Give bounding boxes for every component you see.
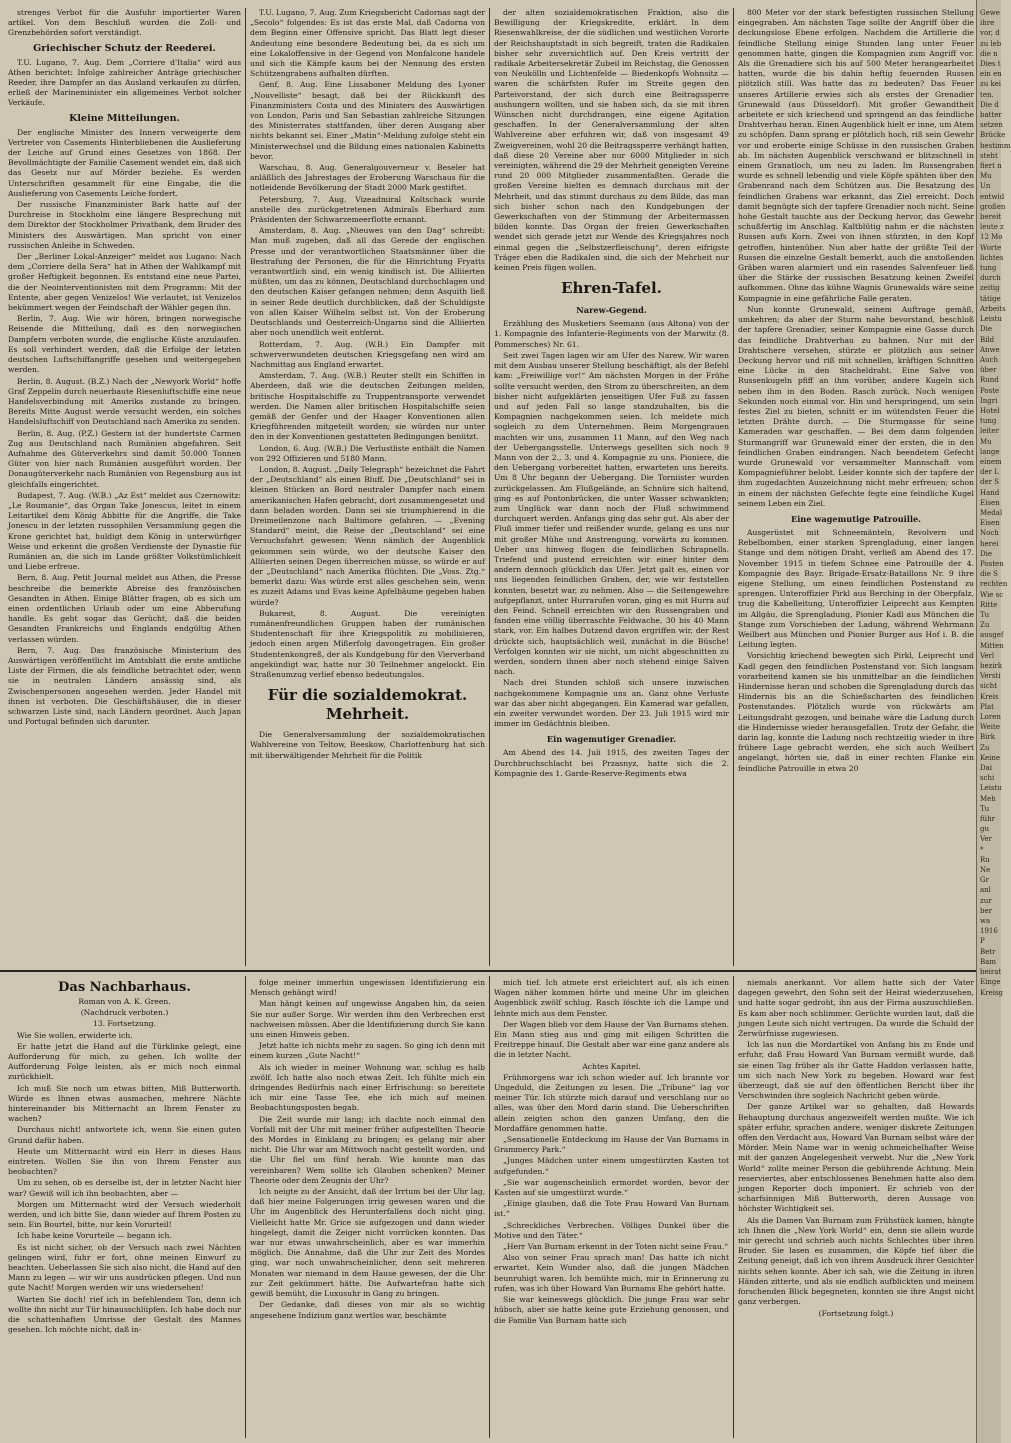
edge-fragment: bereit <box>980 213 1002 222</box>
edge-fragment: Dies t <box>980 60 1001 69</box>
edge-fragment: Bam <box>980 957 996 966</box>
edge-fragment: Un <box>980 182 991 191</box>
edge-fragment: großen <box>980 202 1006 211</box>
edge-fragment: P <box>980 937 985 946</box>
article-paragraph: Der russische Finanzminister Bark hatte auf der Durchreise in Stockholm eine längere Besprechung mit dem Direktor der Stockholmer Privatbank, dem Bruder des Ministers des Auswärtigen. Man spricht von einer russischen Anleihe in Schweden. <box>8 200 241 250</box>
edge-fragment: ber <box>980 906 992 915</box>
article-paragraph: Ausgerüstet mit Schneemänteln, Revolvern und Rebelbomben, einer starken Sprengladung, einer langen Stange und dem nötigen Draht, verließ am Abend des 17. November 1915 in tiefem Schnee eine Patrouille der 4. Kompagnie des Bayr. Brigade-Ersatz-Bataillons Nr. 9 ihre eigene Stellung, um einen feindlichen Postenstand zu sprengen. Unteroffizier Pirkl aus Berching in der Oberpfalz, trug die Kabelleitung, Unteroffizier Leiprecht aus Kempten im Allgäu, die Sprengladung, Pionier Kadl aus München die Stange zum Vorschieben der Ladung, während Wehrmann Weilbert aus München und Pionier Burger aus Hof i. B. die Leitung legten. <box>738 527 974 650</box>
novel-paragraph: Ich las nun die Mordartikel von Anfang bis zu Ende und erfuhr, daß Frau Howard Van Burnam vermißt wurde, daß sie einen Tag früher als ihr Gatte Haddon verlassen hatte, um sich nach New York zu begeben. Howard war fest überzeugt, daß sie auf den öffentlichen Bericht über ihr Verschwinden ihre sogleich Nachricht geben würde. <box>738 1040 974 1101</box>
novel-paragraph: Heute um Mitternacht wird ein Herr in dieses Haus eintreten. Wollen Sie ihn von Ihrem Fenster aus beobachten? <box>8 1146 241 1177</box>
edge-fragment: zeitig <box>980 284 1000 293</box>
edge-fragment: zu leb <box>980 39 1002 48</box>
edge-fragment: anl <box>980 886 991 895</box>
article-paragraph: Bern, 8. Aug. Petit Journal meldet aus Athen, die Presse beschreibe die bemerkte Abreise des französischen Gesandten in Athen. Einige Blätter fragen, ob es sich um einen ordentlichen Urlaub oder um eine Abberufung handle. Es geht sogar das Gerücht, daß die beiden Gesandten Frankreichs und Englands endgültig Athen verlassen würden. <box>8 573 241 644</box>
column-divider <box>245 8 246 966</box>
edge-fragment: Mitten <box>980 641 1004 650</box>
novel-column-2 <box>250 978 485 1438</box>
article-heading: Ein wagemutiger Grenadier. <box>546 734 677 745</box>
edge-fragment: Verl <box>980 651 995 660</box>
column-divider <box>245 976 246 1438</box>
novel-paragraph: mich tief. Ich atmete erst erleichtert auf, als ich einen Wagen näher kommen hörte und meine Uhr im gleichen Augenblick zwölf schlug. Rasch löschte ich die Lampe und lehnte mich aus dem Fenster. <box>494 978 729 1018</box>
edge-fragment: sicht <box>980 682 998 691</box>
novel-paragraph: Ich muß Sie noch um etwas bitten, Miß Butterworth. Würde es Ihnen etwas ausmachen, mehrere Nächte hintereinander bis Mitternacht an Ihrem Fenster zu wachen? <box>8 1083 241 1124</box>
article-paragraph: Vorsichtig kriechend bewegten sich Pirkl, Leiprecht und Kadl gegen den feindlichen Postenstand vor. Sich langsam vorarbeitend kamen sie bis unmittelbar an die feindlichen Hindernisse heran und schoben die Sprengladung durch das Hindernis bis an die Schießscharten des feindlichen Postenstandes. Plötzlich wurde von rückwärts am Leitungsdraht gezogen, und beinahe wäre die Ladung durch die Hindernisse wieder herausgefallen. Trotz der Gefahr, die darin lag, konnte die Ladung noch rechtzeitig wieder in ihre frühere Lage gebracht werden, ehe sich auch Weilbert angelangt, hörten sie, daß in einer rechten Flanke ein feindliche Patrouille in etwa 20 <box>738 651 974 773</box>
edge-fragment: führ <box>980 815 995 824</box>
novel-author: Roman von A. K. Green. <box>78 997 171 1006</box>
edge-fragment: Rund <box>980 376 999 385</box>
article-heading: Eine wagemutige Patrouille. <box>790 513 922 524</box>
article-paragraph: Am Abend des 14. Juli 1915, des zweiten Tages der Durchbruchschlacht bei Przasnyz, hatte sich die 2. Kompagnie des 1. Garde-Reserve-Regiments etwa <box>494 748 729 778</box>
column-divider <box>489 976 490 1438</box>
edge-fragment: tung <box>980 417 997 426</box>
edge-fragment: Loren <box>980 713 1001 722</box>
edge-fragment: Zu <box>980 621 990 630</box>
edge-fragment: Gr <box>980 876 989 885</box>
column-3 <box>494 8 729 968</box>
reprint-note: (Nachdruck verboten.) <box>80 1008 169 1018</box>
edge-fragment: entwid <box>980 192 1005 201</box>
novel-paragraph: Also von seiner Frau sprach man! Das hatte ich nicht erwartet. Kein Wunder also, daß die jungen Mädchen beunruhigt waren. Ich bemühte mich, mir in Erinnerung zu rufen, was ich über Howard Van Burnams Ehe gehört hatte. <box>494 1253 729 1293</box>
edge-fragment: Tu <box>980 610 990 619</box>
edge-fragment: 12 Mo <box>980 233 1003 242</box>
edge-fragment: Weite <box>980 723 1000 732</box>
column-2 <box>250 8 485 968</box>
article-paragraph: der alten sozialdemokratischen Fraktion, also die Bewilligung der Kriegskredite, erklärt. In dem Riesenwahlkreise, der die südlichen und westlichen Vororte der Reichshauptstadt in sich begreift, traten die Radikalen bisher sehr zuversichtlich auf. Den Kreis vertritt der radikale Arbeitersekretär Zubeil im Reichstag, die Genossen von Neukölln und Lichtenfelde — Biedenkopfs Wohnsitz — waren die schärfsten Rufer im Streite gegen den Parteivorstand, der sich durch eine Beitragssperre aushungern wollten, und sie haben sich, da sie mit ihren Wünschen nicht durchdrangen, eine eigene Agitation geschaffen. In der Generalversammlung der alten Wahlvereine aber erfuhren wir, daß von insgesamt 49 Zweigvereinen, wohl 20 die Beitragssperre verhängt hatten, daß diese 20 Vereine aber nur 6000 Mitglieder in sich vereinigten, während die 29 der Mehrheit geneigten Vereine rund 20 000 Mitglieder zusammenfaßten. Gerade die großen Vereine hielten es demnach durchaus mit der Mehrheit, und das stimmt durchaus zu dem Bilde, das man sich bisher schon nach den Kundgebungen der Gewerkschaften von der Stimmung der Arbeitermassen bilden konnte. Das Organ der freien Gewerkschaften wendet sich gerade jetzt zur Wende des Kriegsjahres noch einmal gegen die „Selbstzerfleischung“, deren eifrigste Träger eben die Radikalen sind, die sich der Mehrheit nur keinen Preis fügen wollen. <box>494 8 729 273</box>
edge-fragment: Die <box>980 325 992 334</box>
edge-fragment: Tu <box>980 804 990 813</box>
edge-fragment: gu <box>980 825 989 834</box>
edge-fragment: Mu <box>980 172 992 181</box>
continuation-note: (Fortsetzung folgt.) <box>818 1308 894 1318</box>
edge-fragment: zur <box>980 896 992 905</box>
edge-fragment: lichtes <box>980 253 1004 262</box>
novel-paragraph: „Sensationelle Entdeckung im Hause der Van Burnams in Grammercy Park.“ <box>494 1135 729 1155</box>
article-paragraph: Rotterdam, 7. Aug. (W.B.) Ein Dampfer mit schwerverwundeten deutschen Kriegsgefang nen wird am Nachmittag aus England erwartet. <box>250 339 485 369</box>
edge-fragment: Brücke <box>980 131 1006 140</box>
edge-fragment: der L <box>980 468 999 477</box>
edge-fragment: herei <box>980 539 999 548</box>
article-paragraph: T.U. Lugano, 7. Aug. Zum Kriegsbericht Cadornas sagt der „Secolo“ folgendes: Es ist das erste Mal, daß Cadorna von dem Beginn einer Offensive spricht. Das Blatt legt dieser Andeutung eine besondere Bedeutung bei, da es sich um eine Lokaloffensive in der Gegend von Monfalcone handele und sich die Kämpfe kaum bei der Nennung des ersten Schützengrabens aufhalten dürften. <box>250 8 485 79</box>
edge-fragment: Worte <box>980 243 1002 252</box>
edge-fragment: tätige <box>980 294 1001 303</box>
novel-paragraph: Morgen um Mitternacht wird der Versuch wiederholt werden, und ich bitte Sie, dann wieder auf Ihrem Posten zu sein. Ein Bourtel, bitte, nur kein Vorurteil! <box>8 1199 241 1230</box>
edge-fragment: Betr <box>980 947 996 956</box>
edge-fragment: ausgef <box>980 631 1004 640</box>
edge-fragment: Meh <box>980 794 996 803</box>
edge-fragment: Gewe <box>980 9 1000 17</box>
edge-fragment: beirat <box>980 968 1002 977</box>
edge-fragment: leute z <box>980 223 1004 232</box>
edge-fragment: Ingri <box>980 396 998 405</box>
novel-paragraph: Ich neigte zu der Ansicht, daß der Irrtum bei der Uhr lag, daß hier meine Folgerungen irrig gewesen waren und die Uhr im Augenblick des Herunterfallens doch nicht ging. Vielleicht hatte Mr. Grice sie aufgezogen und dann wieder hingelegt, damit die Zeiger nicht vorrücken konnten. Das war nur etwas unwahrscheinlich, aber es war immerhin möglich. Die Annahme, daß die Uhr zur Zeit des Mordes ging, war noch unwahrscheinlicher, denn seit mehreren Monaten war niemand in dem Hause gewesen, der die Uhr zur Zeit gekümmert hätte. Die Aufwartefrau hatte sich gewiß bemüht, die Luxusuhr in Gang zu bringen. <box>250 1187 485 1299</box>
novel-paragraph: Der Gedanke, daß dieses von mir als so wichtig angesehene Indizium ganz wertlos war, beschämte <box>250 1300 485 1320</box>
article-paragraph: Berlin, 8. August. (B.Z.) Nach der „Newyork World“ hoffe Graf Zeppelin durch neuerbaute Riesenluftschiffe eine neue Handelsverbindung mit Amerika zustande zu bringen. Bereits Mitte August werde versucht werden, ein solches Handelsluftschiff von Deutschland nach Amerika zu senden. <box>8 376 241 427</box>
novel-paragraph: Ich habe keine Vorurteile — begann ich. <box>17 1231 172 1241</box>
edge-fragment: Anwe <box>980 345 1000 354</box>
edge-fragment: ten. <box>980 90 994 99</box>
article-paragraph: Amsterdam, 7. Aug. (W.B.) Reuter stellt ein Schiffen in Aberdeen, daß wie die deutschen Zeitungen melden, britische Hospitalschiffe zu Truppentransporte verwendet werden. Die Namen aller britischen Hospitalschiffe seien gemäß der Genfer und der Haager Konventionen allen Kriegführenden mitgeteilt worden; sie würden nur unter den in der Konventionen gestatteten Bedingungen benützt. <box>250 371 485 442</box>
edge-fragment: Versti <box>980 672 1001 681</box>
novel-paragraph: Jetzt hatte ich nichts mehr zu sagen. So ging ich denn mit einem kurzen „Gute Nacht!“ <box>250 1041 485 1061</box>
edge-fragment: ihre <box>980 19 995 28</box>
novel-paragraph: Durchaus nicht! antwortete ich, wenn Sie einen guten Grund dafür haben. <box>8 1125 241 1145</box>
edge-fragment: ein en <box>980 70 1002 79</box>
novel-paragraph: „Herr Van Burnam erkennt in der Toten nicht seine Frau.“ <box>503 1242 729 1252</box>
edge-fragment: steht <box>980 151 998 160</box>
edge-fragment: wa <box>980 917 991 926</box>
novel-paragraph: Warten Sie doch! rief ich in befehlendem Ton, denn ich wollte ihn nicht zur Tür hinausschlüpfen. Ich habe doch nur die schattenhaften Umrisse der Gestalt des Mannes gesehen. Ich möchte nicht, daß in- <box>8 1294 241 1335</box>
article-paragraph: Berlin, 7. Aug. Wie wir hören, bringen norwegische Reisende die Mitteilung, daß es den norwegischen Dampfern verboten wurde, die englische Küste anzulaufen. Es soll verhindert werden, daß die Erfolge der letzten deutschen Luftschiffangriffe gesehen und weitergegeben werden. <box>8 314 241 375</box>
edge-fragment: Mu <box>980 437 992 446</box>
edge-fragment: Bild <box>980 335 995 344</box>
edge-fragment: leiter <box>980 427 999 436</box>
edge-fragment: zu kei <box>980 80 1002 89</box>
article-heading: Narew-Gegend. <box>576 305 647 316</box>
article-heading: Für die sozialdemokrat. Mehrheit. <box>267 686 468 724</box>
novel-paragraph: „Einige glauben, daß die Tote Frau Howard Van Burnam ist.“ <box>494 1199 729 1219</box>
edge-fragment: Medal <box>980 508 1003 517</box>
edge-fragment: Eisen <box>980 519 1000 528</box>
edge-fragment: * <box>980 845 984 854</box>
edge-fragment: Die d <box>980 100 999 109</box>
novel-paragraph: folge meiner immerhin ungewissen Identifizierung ein Mensch gehängt wird! <box>250 978 485 998</box>
article-paragraph: Genf, 8. Aug. Eine Lissaboner Meldung des Lyoner „Nouvelliste“ besagt, daß bei der Rückkunft des Finanzministers Costa und des Ministers des Auswärtigen von London, Paris und San Sebastian zahlreiche Sitzungen des Ministerrates stattfanden, über deren Ausgang aber nichts bekannt sei. Einer „Matin“-Meldung zufolge steht ein Ministerwechsel und die Bildung eines nationalen Kabinetts bevor. <box>250 80 485 161</box>
edge-fragment: die S <box>980 570 998 579</box>
edge-fragment: Ne <box>980 866 991 875</box>
edge-fragment: die n <box>980 49 998 58</box>
article-paragraph: Die Generalversammlung der sozialdemokratischen Wahlvereine von Teltow, Beeskow, Charlottenburg hat sich mit überwältigender Mehrheit für die Politik <box>250 730 485 760</box>
column-divider <box>733 976 734 1438</box>
edge-fragment: Hotel <box>980 406 1000 415</box>
edge-fragment: Auch <box>980 355 998 364</box>
edge-fragment: Noch <box>980 529 999 538</box>
adjacent-page-fragments <box>980 8 1011 1438</box>
edge-fragment: Keine <box>980 753 1001 762</box>
article-heading: Griechischer Schutz der Reederei. <box>33 42 216 54</box>
column-divider <box>489 8 490 966</box>
edge-fragment: setzen <box>980 121 1003 130</box>
novel-title: Das Nachbarhaus. <box>58 980 191 995</box>
novel-paragraph: Wie Sie wollen, erwiderte ich. <box>17 1030 133 1040</box>
novel-paragraph: Die Zeit wurde mir lang; ich dachte noch einmal den Vorfall mit der Uhr mit meiner früher aufgestellten Theorie des Mordes in Einklang zu bringen; es gelang mir aber nicht. Die Uhr war am Mittwoch nacht gestellt worden, und die Uhr fiel um fünf herab. Wie konnte man das vereinbaren? Wem sollte ich Glauben schenken? Meiner Theorie oder dem Zeugnis der Uhr? <box>250 1114 485 1185</box>
edge-fragment: Arbeits <box>980 304 1006 313</box>
article-paragraph: London, 8. August. „Daily Telegraph“ bezeichnet die Fahrt der „Deutschland“ als einen Bluff. Die „Deutschland“ sei in kleinen Stücken an Bord neutraler Dampfer nach einem amerikanischen Hafen gebracht, dort zusammengesetzt und dann beladen worden. Dann sei sie triumphierend in die Dreimeilenzone nach Baltimore gefahren. — „Evening Standard“ meint, die Reise der „Deutschland“ sei eine Versuchsfahrt gewesen: Wenn nämlich der Augenblick gekommen sein würde, wo der deutsche Kaiser den Alliierten seinen Degen überreichen müsse, so würde er auf der „Deutschland“ nach Amerika flüchten. Die „Voss. Ztg.“ bemerkt dazu: Was würde erst alles geschehen sein, wenn es zuzeit Adams und Evas keine Apfelbäume gegeben haben würde? <box>250 464 485 607</box>
novel-paragraph: Sie war keineswegs glücklich. Die junge Frau war sehr hübsch, aber sie hatte keine gute Erziehung genossen, und die Familie Van Burnam hatte sich <box>494 1295 729 1325</box>
article-paragraph: Berlin, 8. Aug. (P.Z.) Gestern ist der hundertste Carmen Zug aus Deutschland nach Rumänien abgefahren. Seit Aufnahme des Güterverkehrs sind damit 50.000 Tonnen Güter von hier nach Rumänien ausgeführt worden. Der Donaugüterverkehr nach Rumänien von Regensburg aus ist gleichfalls eingerichtet. <box>8 428 241 489</box>
novel-paragraph: „Schreckliches Verbrechen. Völliges Dunkel über die Motive und den Täter.“ <box>494 1220 729 1240</box>
novel-paragraph: Als ich wieder in meiner Wohnung war, schlug es halb zwölf. Ich hatte also noch etwas Zeit. Ich fühlte mich ein dringendes Bedürfnis nach einer Erfrischung: so bereitete ich mir eine Tasse Tee, ehe ich mich auf meinen Beobachtungsposten begab. <box>250 1062 485 1113</box>
column-divider <box>733 8 734 966</box>
edge-fragment: 1916 <box>980 927 998 936</box>
novel-column-3 <box>494 978 729 1438</box>
edge-fragment: Dai <box>980 764 993 773</box>
edge-fragment: Leistu <box>980 315 1002 324</box>
edge-fragment: Hand <box>980 488 1000 497</box>
novel-paragraph: Frühmorgens war ich schon wieder auf. Ich brannte vor Ungeduld, die Zeitungen zu lesen. Die „Tribune“ lag vor meiner Tür. Ich stürzte mich darauf und verschlang nur so alles, was über den Mord darin stand. Die Ueberschriften allein zeigten schon den ganzen Umfang, den die Mordaffäre genommen hatte. <box>494 1072 729 1133</box>
edge-fragment: bestimm <box>980 141 1011 150</box>
novel-paragraph: niemals anerkannt. Vor allem hatte sich der Vater dagegen gewehrt, den Sohn seit der Heirat wiederzusehen, und hatte sogar gedroht, ihn aus der Firma auszuschließen. Es kam aber noch schlimmer. Gerüchte wurden laut, daß die jungen Leute sich nicht vertrugen. Da wurde die Schuld der Zerwürfnisse zugewiesen. <box>738 978 974 1039</box>
article-paragraph: T.U. Lugano, 7. Aug. Dem „Corriere d'Italia“ wird aus Athen berichtet: Infolge zahlreicher Anträge griechischer Reeder, ihre Dampfer an das Ausland verkaufen zu dürfen, erließ der Marineminister ein allgemeines Verbot solcher Verkäufe. <box>8 57 241 108</box>
novel-paragraph: Es ist nicht sicher, ob der Versuch nach zwei Nächten gelingen wird, fuhr er fort, ohne meinen Einwurf zu beachten. Ueberlassen Sie sich also nicht, die Hand auf den Mann zu legen — wir wir uns ausdrücken pflegen. Und nun gute Nacht! Morgen werden wir uns wiedersehen! <box>8 1242 241 1293</box>
edge-fragment: fiert n <box>980 162 1002 171</box>
edge-fragment: Poste <box>980 386 1000 395</box>
edge-fragment: Birk <box>980 733 995 742</box>
column-4 <box>738 8 974 968</box>
edge-fragment: Ru <box>980 855 990 864</box>
edge-fragment: Kreis <box>980 692 999 701</box>
edge-fragment: vor, d <box>980 29 1000 38</box>
article-paragraph: Warschau, 8. Aug. Generalgouverneur v. Beseler hat anläßlich des Jahrestages der Eroberung Warschaus für die notleidende Bevölkerung der Stadt 2000 Mark gestiftet. <box>250 163 485 193</box>
article-paragraph: Amsterdam, 8. Aug. „Nieuwes van den Dag“ schreibt: Man muß zugeben, daß all das Gerede der englischen Presse und der verantwortlichen Staatsmänner über die Bestrafung der Personen, die für die Hinrichtung Fryatts verantwortlich sind, ein wenig kindisch ist. Die Alliierten müßten, um das zu können, Deutschland durchschlagen und den deutschen Kaiser gefangen nehmen; denn Asquith ließ in seiner Rede deutlich durchblicken, daß der Schuldigste von allen Kaiser Wilhelm selbst ist. Von der Eroberung Deutschlands und Oesterreich-Ungarns sind die Alliierten aber noch unendlich weit entfernt. <box>250 226 485 338</box>
chapter-heading: Achtes Kapitel. <box>582 1061 641 1071</box>
edge-fragment: der S <box>980 478 999 487</box>
novel-paragraph: Der ganze Artikel war so gehalten, daß Howards Behauptung durchaus angezweifelt werden mußte. Wie ich später erfuhr, sprachen andere, weniger diskrete Zeitungen offen den Verdacht aus, Howard Van Burnam selbst wäre der Mörder. Mein Name war in wenig schmeichelhafter Weise mit der ganzen Angelegenheit verwebt. Nur die „New York World“ zollte meiner Person die gebührende Achtung. Mein reserviertes, aber entschlossenes Benehmen hatte also dem jungen Reporter doch imponiert. Er schrieb von der scharfsinnigen Miß Butterworth, deren Aussage von höchster Wichtigkeit sei. <box>738 1102 974 1214</box>
edge-fragment: Die <box>980 549 992 558</box>
edge-fragment: Kreisg <box>980 988 1004 997</box>
article-heading: Ehren-Tafel. <box>561 279 662 298</box>
installment-number: 13. Fortsetzung. <box>92 1019 157 1029</box>
novel-paragraph: Er hatte jetzt die Hand auf die Türklinke gelegt, eine Aufforderung für mich, zu gehen. Ich wollte der Aufforderung Folge leisten, als er mich noch einmal zurückhielt. <box>8 1041 241 1082</box>
edge-fragment: Plat <box>980 702 994 711</box>
edge-fragment: Leistu <box>980 784 1002 793</box>
edge-fragment: einem <box>980 457 1002 466</box>
edge-fragment: Eisen <box>980 498 1000 507</box>
novel-paragraph: „Sie war augenscheinlich ermordet worden, bevor der Kasten auf sie umgestürzt wurde.“ <box>494 1177 729 1198</box>
novel-column-4 <box>738 978 974 1438</box>
edge-fragment: durch <box>980 274 1001 283</box>
edge-fragment: Ver <box>980 835 992 844</box>
edge-fragment: Ritte <box>980 600 998 609</box>
edge-fragment: rechten <box>980 580 1008 589</box>
article-paragraph: Budapest, 7. Aug. (W.B.) „Az Est“ meldet aus Czernowitz: „Le Roumanie“, das Organ Take Jonescus, leitet in einem Leitartikel dem König Abbitte für die Angriffe, die Take Jonescu in der letzten russophilen Versammlung gegen die Krone gerichtet hat, huldigt dem König in unterwürfiger Weise und erkennt die großen Verdienste der Dynastie für Rumänien an, die sich im Lande größter Volkstümlichkeit und Liebe erfreue. <box>8 490 241 572</box>
edge-fragment: Wie sc <box>980 590 1004 599</box>
edge-fragment: batter <box>980 111 1002 120</box>
edge-fragment: tung <box>980 264 997 273</box>
section-rule <box>0 970 1000 972</box>
article-heading: Kleine Mitteilungen. <box>69 112 180 124</box>
edge-fragment: Einge <box>980 978 1001 987</box>
article-paragraph: strenges Verbot für die Ausfuhr importierter Waren artikel. Von dem Beschluß wurden die Zoll- und Grenzbehörden sofort verständigt. <box>8 8 241 38</box>
novel-paragraph: Um zu sehen, ob es derselbe ist, der in letzter Nacht hier war? Gewiß will ich ihn beobachten, aber — <box>8 1178 241 1198</box>
novel-paragraph: Als die Damen Van Burnam zum Frühstück kamen, hängte ich Ihnen die „New York World“ ein, denn sie allein wurde mir gerecht und schrieb auch nichts Schlechtes über ihren Bruder. Sie lasen es zusammen, die Köpfe tief über die Zeitung geneigt, daß ich von ihrem Ausdruck ihrer Gesichter nichts sehen konnte. Aber ich sah, wie die Zeitung in ihren Händen zitterte, und als sie endlich aufblickten und meinem forschenden Blick begegneten, konnten sie ihre Angst nicht ganz verbergen. <box>738 1215 974 1307</box>
edge-fragment: Zu <box>980 743 990 752</box>
edge-fragment: über <box>980 366 997 375</box>
edge-fragment: Posten <box>980 559 1004 568</box>
article-paragraph: London, 6. Aug. (W.B.) Die Verlustliste enthält die Namen von 292 Offizieren und 5180 Mann. <box>250 443 485 463</box>
article-paragraph: Petersburg, 7. Aug. Vizeadmiral Koltschack wurde anstelle des zurückgetretenen Admirals Eberhard zum Präsidenten der Schwarzemeerflotte ernannt. <box>250 194 485 225</box>
novel-column-1 <box>8 978 241 1438</box>
novel-paragraph: Man hängt keinen auf ungewisse Angaben hin, da seien Sie nur außer Sorge. Wir werden ihm den Verbrechen erst nachweisen müssen. Aber die Identifizierung durch Sie kann uns einen Hinweis geben. <box>250 999 485 1040</box>
edge-fragment: bezirk <box>980 662 1003 670</box>
article-paragraph: Bukarest, 8. August. Die vereinigten rumänenfreundlichen Gruppen haben der rumänischen Studentenschaft für ihre Kriegspolitik zu mobilisieren, jedoch einen argen Mißerfolg davongetragen. Ein großer Studentenkongreß, der als Kundgebung für den Vierverband angekündigt war, hatte nur 30 Teilnehmer angelockt. Ein Straßenumzug verlief ebenso bedeutungslos. <box>250 608 485 679</box>
article-paragraph: Bern, 7. Aug. Das französische Ministerium des Auswärtigen veröffentlicht im Amtsblatt die erste amtliche Liste der Firmen, die als feindliche betrachtet oder, wenn sie in neutralen Ländern ansässig sind, als Zwischenpersonen angesehen werden. Jeder Handel mit ihnen ist verboten. Die Geschäftshäuser, die in dieser schwarzen Liste sind, nach Ländern geordnet. Auch Japan und Portugal befinden sich darunter. <box>8 645 241 727</box>
edge-fragment: lange <box>980 447 1000 456</box>
article-paragraph: Seit zwei Tagen lagen wir am Ufer des Narew. Wir waren mit dem Ausbau unserer Stellung beschäftigt, als der Befehl kam: „Freiwillige vor!“ Am nächsten Morgen in der Frühe sollte versucht werden, den Strom zu überschreiten, an dem bisher nicht aufgeklärten jenseitigen Ufer Fuß zu fassen und auf jeden Fall so lange standzuhalten, bis die Kompagnien nachgekommen seien. Ich meldete mich sogleich zu dem Unternehmen. Beim Morgengrauen machten wir uns, zusammen 11 Mann, auf den Weg nach der Uebergangsstelle. Unterwegs gesellten sich noch 9 Mann von der 2., 3. und 4. Kompagnie zu uns. Pioniere, die den Uebergang vorbereitet hatten, erwarteten uns bereits. Um 8 Uhr begann der Uebergang. Die Torniister wurden zurückgelassen. Am Flußgelände, an Schnüre sich haltend, ging es auf Pontonbrücken, die unter Wasser schwankten; zum Unglück war dann noch der Fluß schwimmend durchquert werden. Anfangs ging das sehr gut. Als aber der Fluß immer tiefer und reißender wurde, gelang es uns nur mit großer Mühe und Anstrengung, vorwärts zu kommen. Ueber uns hinweg flogen die feindlichen Schrapnells. Triefend und pustend erreichten wir einer hinter dem andern dennoch glücklich das Ufer. Jetzt galt es, einen vor uns liegenden feindlichen Graben, der, wie wir feststellen konnten, besetzt war, zu nehmen. Also — die Seitengewehre aufgepflanzt, unter Hurrarufen voran, ging es mit Hurra auf den Feind. Schnell erreichten wir den Russengraben und fanden eine völlig überraschte Feldwache, 30 bis 40 Mann stark, vor. Ein halbes Dutzend davon ergriffen wir, der Rest drückte sich, hauptsächlich weil, zunächst in die Büsche! Verfolgen konnten wir sie nicht, um nicht abgeschnitten zu werden, sondern ihnen aber noch stehend einige Salven nach. <box>494 350 729 677</box>
article-paragraph: Nun konnte Grunewald, seinem Auftrage gemäß, umkehren; da aber der Sturm nahe bevorstand, beschloß der tapfere Grenadier, seiner Kompagnie eine Gasse durch das feindliche Drahtverhau zu bahnen. Nur mit der Drahtschere versehen, stürzte er plötzlich aus seiner Deckung hervor und riß mit schnellen, kräftigen Schnitten eine Lücke in den Stacheldraht. Eine Salve von Russenkugeln pfiff an ihm vorüber, andere Kugeln sich neben ihm in den Boden. Rasch zurück. Noch wenigen Sekunden noch einmal vor. Hin und herspringend, um sein festes Ziel zu bieten, schnitt er im wütendsten Feuer die letzten Drähte durch. — Die Sturmgasse für seine Kameraden war geschaffen. — Bei dem dann folgenden Sturmangriff war Grunewald einer der ersten, die in den feindlichen Graben eindrangen. Nach beendetem Gefecht wurde Grunewald vor versammelter Mannschaft vom Kompagnieführer belobt. Leider konnte sich der tapfere der ihm zugedachten Auszeichnung nicht mehr erfreuen; schon in einem der nächsten Gefechte fegte eine feindliche Kugel seinem Leben ein Ziel. <box>738 304 974 508</box>
novel-paragraph: Der Wagen blieb vor dem Hause der Van Burnams stehen. Ein Mann stieg aus und ging mit eiligen Schritten die Freitreppe hinauf. Die Gestalt aber war eine ganz andere als die in letzter Nacht. <box>494 1019 729 1060</box>
article-paragraph: Der „Berliner Lokal-Anzeiger“ meldet aus Lugano: Nach dem „Corriere della Sera“ hat in Athen der Wahlkampf mit großer Heftigkeit begonnen. Es entstand eine neue Partei, die der Neointerventionisten mit dem Programm: Mit der Entente, aber gegen Venizelos! Wie verlautet, ist Venizelos bekümmert wegen der Feindschaft der Wähler gegen ihn. <box>8 252 241 313</box>
article-paragraph: Erzählung des Musketiers Seemann (aus Altona) von der 1. Kompagnie des Infanterie-Regiments von der Marwitz (8. Pommersches) Nr. 61. <box>494 319 729 349</box>
article-paragraph: 800 Meter vor der stark befestigten russischen Stellung eingegraben. Am nächsten Tage sollte der Angriff über die deckungslose Ebene erfolgen. Nachdem die Artillerie die feindliche Stellung einige Stunden lang unter Feuer genommen hatte, gingen die Kompagnien zum Angriff vor. Als die Grenadiere sich bis auf 500 Meter herangearbeitet hatten, wurde die bis dahin heftig feuernden Russen plötzlich still. Was hatte das zu bedeuten? Das Feuer unseres Artillerie erwies sich als erstes der Grenadier Grunewald (aus Düsseldorf). Mit großer Gewandtheit arbeitete er sich kriechend und springend an das feindliche Drahtverhau heran. Einen Augenblick hielt er inne, um Atem zu schöpfen. Dann sprang er plötzlich hoch, riß sein Gewehr vor und eroberte einige Schüsse in den russischen Graben ab. Im nächsten Augenblick verschwand er blitzschnell in einem Granatloch, um neu zu laden. Im Russengraben wurde es schnell lebendig und viele Köpfe spähten über den Grabenrand nach dem Schützen aus. Die Besatzung des feindlichen Grabens war erkannt, das Ziel erreicht. Doch damit begnügte sich der tapfere Grenadier noch nicht. Seine hohe Gestalt tauchte aus der Deckung hervor, das Gewehr schußfertig im Anschlag. Kaltblütig nahm er die nächsten Russen aufs Korn. Zwei von ihnen stürzten, in den Kopf getroffen, hintenüber. Nun aber hatte der größte Teil der Russen die einzelne Gestalt bemerkt, auch die anstoßenden Gräben waren alarmiert und ein rasendes Salvenfeuer ließ über die Stärke der russischen Besatzung keinen Zweifel aufkommen. Ohne das kühne Wagnis Grunewalds wäre seine Kompagnie in eine gefährliche Falle geraten. <box>738 8 974 303</box>
article-paragraph: Der englische Minister des Innern verweigerte dem Vertreter von Casements Hinterbliebenen die Auslieferung der Leiche auf Grund eines Gesetzes von 1868. Der Bevollmächtigte der Familie Casement wendet ein, daß sich das Gesetz nur auf Mörder beziehe. Es werden Unterschriften gesammelt für eine Eingabe, die die Auslieferung von Casements Leiche fordert. <box>8 127 241 198</box>
edge-fragment: schi <box>980 774 995 783</box>
column-1 <box>8 8 241 968</box>
article-paragraph: Nach drei Stunden schloß sich unsere inzwischen nachgekommene Kompagnie uns an. Ganz ohne Verluste war das aber nicht abgegangen. Ein Kamerad war gefallen, ein zweiter verwundet worden. Der 23. Juli 1915 wird mir immer im Gedächtnis bleiben. <box>494 678 729 729</box>
novel-paragraph: „Junges Mädchen unter einem umgestürzten Kasten tot aufgefunden.“ <box>494 1156 729 1176</box>
